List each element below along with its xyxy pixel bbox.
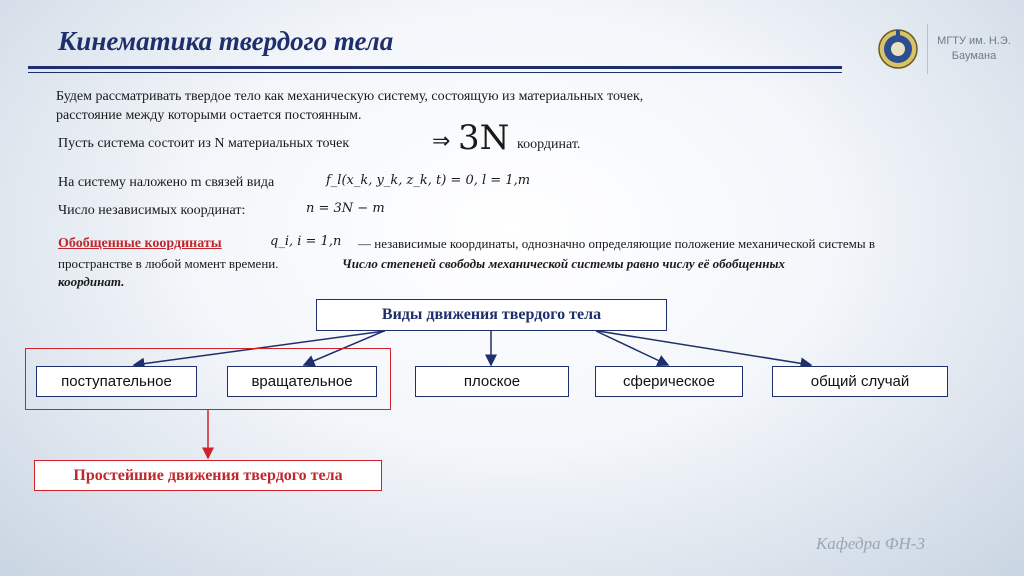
intro-line2: расстояние между которыми остается постоянным. <box>56 108 362 123</box>
constraints-formula: f_l(x_k, y_k, z_k, t) = 0, l = 1,m <box>326 173 531 188</box>
arrow-to-general <box>598 331 811 365</box>
implies-arrow: ⇒ <box>432 128 451 153</box>
independent-formula: n = 3N − m <box>306 201 385 216</box>
intro-line1: Будем рассматривать твердое тело как механическую систему, состоящую из материальных точек, <box>56 89 644 104</box>
independent-text: Число независимых координат: <box>58 203 246 218</box>
generalized-label: Обобщенные координаты <box>58 236 222 251</box>
simple-motions-box: Простейшие движения твердого тела <box>34 460 382 491</box>
big-3n: 3N <box>458 118 510 158</box>
system-prefix: Пусть система состоит из N материальных точек <box>58 136 350 151</box>
generalized-line2a: пространстве в любой момент времени. <box>58 256 279 271</box>
type-rotational: вращательное <box>227 366 377 397</box>
institution-line2: Баумана <box>951 50 997 62</box>
constraints-text: На систему наложено m связей вида <box>58 175 275 190</box>
slide-title: Кинематика твердого тела <box>58 26 394 56</box>
generalized-line3: координат. <box>58 274 125 289</box>
motion-types-header: Виды движения твердого тела <box>316 299 667 331</box>
type-planar: плоское <box>415 366 569 397</box>
generalized-line2b: Число степеней свободы механической системы равно числу её обобщенных <box>342 256 786 271</box>
type-general: общий случай <box>772 366 948 397</box>
type-translational: поступательное <box>36 366 197 397</box>
type-spherical: сферическое <box>595 366 743 397</box>
generalized-formula: q_i, i = 1,n <box>270 234 342 249</box>
department-footer: Кафедра ФН-3 <box>816 534 925 553</box>
institution-line1: МГТУ им. Н.Э. <box>937 35 1011 47</box>
system-suffix: координат. <box>517 137 581 152</box>
generalized-rest: — независимые координаты, однозначно определяющие положение механической системы в <box>358 236 875 251</box>
